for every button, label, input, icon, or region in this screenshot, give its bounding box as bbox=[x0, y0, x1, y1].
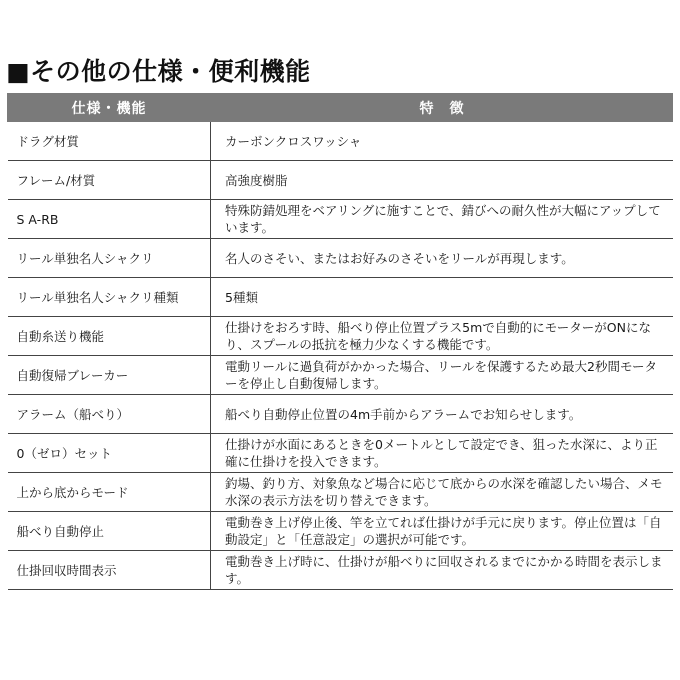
spec-name: アラーム（船べり） bbox=[8, 395, 211, 434]
spec-desc: 釣場、釣り方、対象魚など場合に応じて底からの水深を確認したい場合、メモ水深の表示方法を切り替えできます。 bbox=[211, 473, 673, 512]
spec-desc: 名人のさそい、またはお好みのさそいをリールが再現します。 bbox=[211, 239, 673, 278]
spec-name: フレーム/材質 bbox=[8, 161, 211, 200]
spec-desc: カーボンクロスワッシャ bbox=[211, 122, 673, 161]
table-row bbox=[8, 473, 673, 512]
spec-desc: 高強度樹脂 bbox=[211, 161, 673, 200]
spec-desc: 電動リールに過負荷がかかった場合、リールを保護するため最大2秒間モーターを停止し自動復帰します。 bbox=[211, 356, 673, 395]
table-row bbox=[8, 356, 673, 395]
table-row bbox=[8, 161, 673, 200]
spec-desc: 電動巻き上げ停止後、竿を立てれば仕掛けが手元に戻ります。停止位置は「自動設定」と「任意設定」の選択が可能です。 bbox=[211, 512, 673, 551]
header-feature: 特徴 bbox=[211, 94, 673, 122]
spec-name: 自動復帰ブレーカー bbox=[8, 356, 211, 395]
spec-name: ドラグ材質 bbox=[8, 122, 211, 161]
table-header-row bbox=[8, 94, 673, 122]
table-row bbox=[8, 200, 673, 239]
table-row bbox=[8, 395, 673, 434]
spec-table bbox=[7, 93, 673, 590]
spec-desc: 5種類 bbox=[211, 278, 673, 317]
spec-desc: 特殊防錆処理をベアリングに施すことで、錆びへの耐久性が大幅にアップしています。 bbox=[211, 200, 673, 239]
spec-name: 自動糸送り機能 bbox=[8, 317, 211, 356]
spec-desc: 仕掛けをおろす時、船べり停止位置プラス5mで自動的にモーターがONになり、スプールの抵抗を極力少なくする機能です。 bbox=[211, 317, 673, 356]
spec-desc: 電動巻き上げ時に、仕掛けが船べりに回収されるまでにかかる時間を表示します。 bbox=[211, 551, 673, 590]
table-row bbox=[8, 122, 673, 161]
table-row bbox=[8, 317, 673, 356]
table-row bbox=[8, 239, 673, 278]
spec-name: リール単独名人シャクリ bbox=[8, 239, 211, 278]
spec-name: 仕掛回収時間表示 bbox=[8, 551, 211, 590]
page-title: ■その他の仕様・便利機能 bbox=[6, 57, 311, 86]
spec-desc: 船べり自動停止位置の4m手前からアラームでお知らせします。 bbox=[211, 395, 673, 434]
table-row bbox=[8, 512, 673, 551]
table-row bbox=[8, 434, 673, 473]
spec-desc: 仕掛けが水面にあるときを0メートルとして設定でき、狙った水深に、より正確に仕掛けを投入できます。 bbox=[211, 434, 673, 473]
spec-name: リール単独名人シャクリ種類 bbox=[8, 278, 211, 317]
table-row bbox=[8, 551, 673, 590]
spec-name: 船べり自動停止 bbox=[8, 512, 211, 551]
spec-name: 0（ゼロ）セット bbox=[8, 434, 211, 473]
table-row bbox=[8, 278, 673, 317]
spec-name: S A-RB bbox=[8, 200, 211, 239]
spec-name: 上から底からモード bbox=[8, 473, 211, 512]
header-spec: 仕様・機能 bbox=[8, 94, 211, 122]
